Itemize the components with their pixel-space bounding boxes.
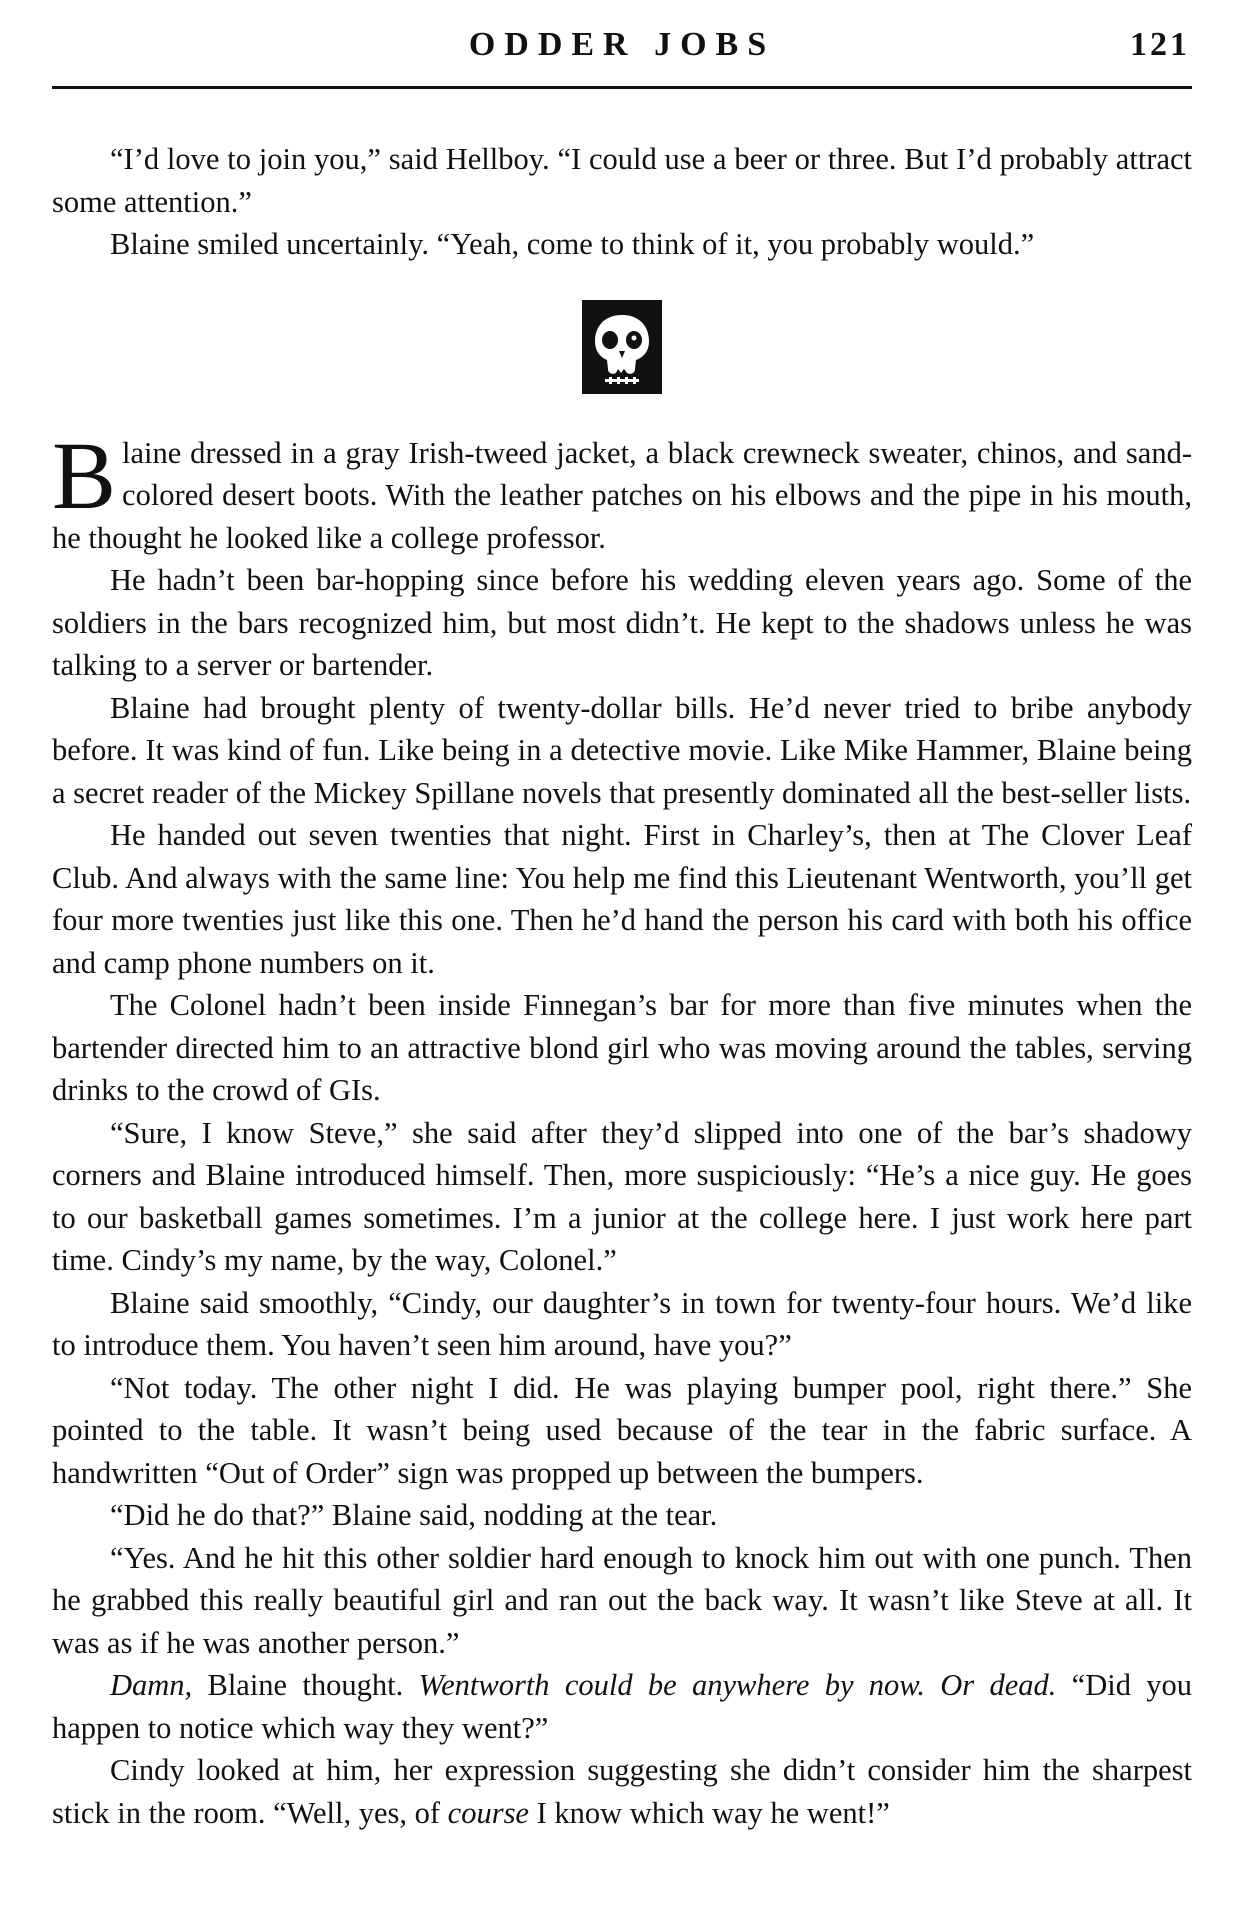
italic-text: course	[447, 1795, 529, 1830]
paragraph-text: “Did you happen to notice which way they went?”	[52, 1668, 1192, 1745]
paragraph: He handed out seven twenties that night. First in Charley’s, then at The Clover Leaf Club. And always with the same line: You help me find this Lieutenant Wentworth, you’ll get four more twenties just like this one. Then he’d hand the person his card with both his office and camp phone numbers on it.	[52, 818, 1192, 980]
drop-cap: B	[52, 421, 117, 529]
paragraph: “Did he do that?” Blaine said, nodding at the tear.	[110, 1498, 718, 1532]
paragraph: He hadn’t been bar-hopping since before his wedding eleven years ago. Some of the soldiers in the bars recognized him, but most didn’t. He kept to the shadows unless he was talking to a server or bartender.	[52, 563, 1192, 682]
paragraph: The Colonel hadn’t been inside Finnegan’s bar for more than five minutes when the bartender directed him to an attractive blond girl who was moving around the tables, serving drinks to the crowd of GIs.	[52, 988, 1192, 1107]
page-number: 121	[1130, 26, 1190, 63]
skull-icon-graphic	[589, 307, 655, 387]
paragraph: Blaine said smoothly, “Cindy, our daughter’s in town for twenty-four hours. We’d like to introduce them. You haven’t seen him around, have you?”	[52, 1285, 1192, 1362]
running-header	[52, 20, 1192, 89]
skull-icon	[582, 300, 662, 394]
paragraph-text: Cindy looked at him, her expression suggesting she didn’t consider him the sharpest stick in the room. “Well, yes, of	[52, 1753, 1192, 1830]
paragraph: “Sure, I know Steve,” she said after they’d slipped into one of the bar’s shadowy corners and Blaine introduced himself. Then, more suspiciously: “He’s a nice guy. He goes to our basketball games sometimes. I’m a junior at the college here. I just work here part time. Cindy’s my name, by the way, Colonel.”	[52, 1115, 1192, 1277]
paragraph: Blaine smiled uncertainly. “Yeah, come to think of it, you probably would.”	[110, 227, 1035, 261]
italic-text: Damn,	[110, 1668, 193, 1702]
running-title: ODDER JOBS	[468, 26, 776, 63]
paragraph-text: Blaine thought.	[192, 1668, 419, 1702]
paragraph: Blaine had brought plenty of twenty-dollar bills. He’d never tried to bribe anybody before. It was kind of fun. Like being in a detective movie. Like Mike Hammer, Blaine being a secret reader of the Mickey Spillane novels that presently dominated all the best-seller lists.	[52, 690, 1192, 810]
paragraph: “I’d love to join you,” said Hellboy. “I could use a beer or three. But I’d probably attract some attention.”	[52, 142, 1192, 219]
body-text	[52, 138, 1192, 1834]
italic-text: Wentworth could be anywhere by now. Or dead.	[418, 1668, 1057, 1702]
paragraph	[52, 1749, 1192, 1834]
paragraph-text: laine dressed in a gray Irish-tweed jacket, a black crewneck sweater, chinos, and sand-colored desert boots. With the leather patches on his elbows and the pipe in his mouth, he thought he looked like a college professor.	[52, 435, 1192, 555]
paragraph	[52, 1664, 1192, 1749]
paragraph: “Yes. And he hit this other soldier hard enough to knock him out with one punch. Then he grabbed this really beautiful girl and ran out the back way. It wasn’t like Steve at all. It was as if he was another person.”	[52, 1540, 1192, 1660]
paragraph: “Not today. The other night I did. He was playing bumper pool, right there.” She pointed to the table. It wasn’t being used because of the tear in the fabric surface. A handwritten “Out of Order” sign was propped up between the bumpers.	[52, 1370, 1192, 1490]
paragraph-dropcap	[52, 421, 1192, 560]
paragraph-text: I know which way he went!”	[528, 1795, 890, 1830]
